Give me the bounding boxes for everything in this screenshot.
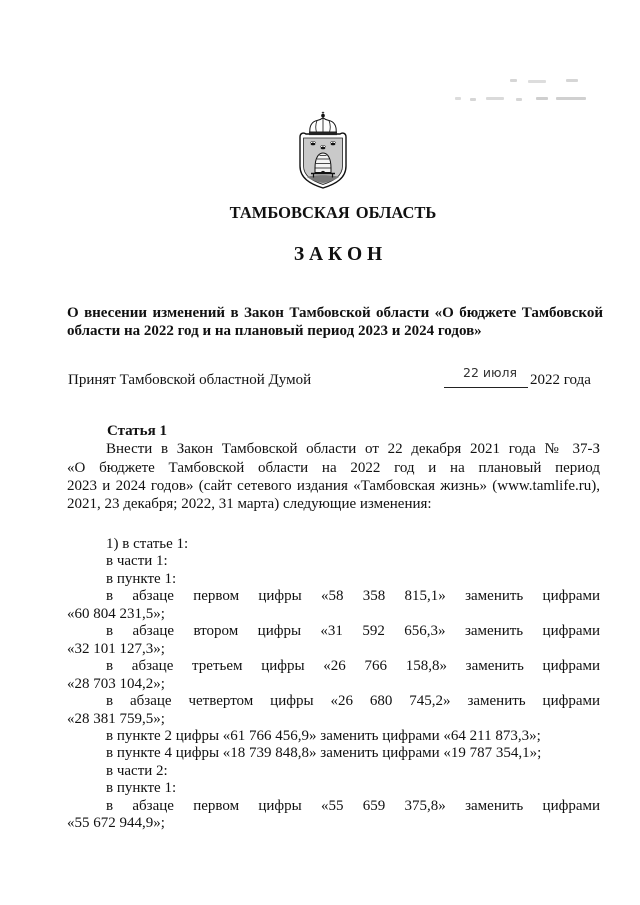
amendment-para-second-value: «32 101 127,3»; [67, 640, 165, 657]
amendment-part-1-heading: в части 1: [106, 553, 168, 570]
region-name: ТАМБОВСКАЯ ОБЛАСТЬ [229, 203, 437, 222]
stamp-mark [470, 98, 476, 101]
law-title [67, 304, 603, 340]
amendment-para-third-line: в абзаце третьем цифры «26 766 158,8» заменить цифрами [106, 658, 600, 675]
amendment-part-2-para-first-line: в абзаце первом цифры «55 659 375,8» заменить цифрами [106, 797, 600, 814]
amendment-para-first-value: «60 804 231,5»; [67, 605, 165, 622]
article-intro-line: 2023 и 2024 годов» (сайт сетевого издания «Тамбовская жизнь» (www.tamlife.ru), [67, 477, 600, 494]
law-title-line-2: области на 2022 год и на плановый период 2023 и 2024 годов» [67, 323, 482, 339]
stamp-mark [510, 79, 517, 82]
adoption-date-blank-line [444, 387, 528, 388]
adoption-statement [67, 365, 601, 389]
stamp-mark [486, 97, 504, 100]
amendment-para-first-line: в абзаце первом цифры «58 358 815,1» заменить цифрами [106, 588, 600, 605]
coat-of-arms-icon [298, 111, 348, 189]
stamp-mark [536, 97, 548, 100]
stamp-mark [566, 79, 578, 82]
amendment-para-second-line: в абзаце втором цифры «31 592 656,3» заменить цифрами [106, 623, 600, 640]
article-heading: Статья 1 [107, 423, 167, 439]
stamp-mark [556, 97, 586, 100]
amendment-para-fourth-line: в абзаце четвертом цифры «26 680 745,2» заменить цифрами [106, 693, 600, 710]
amendment-part-2-heading: в части 2: [106, 762, 168, 779]
adoption-label: Принят Тамбовской областной Думой [68, 372, 312, 388]
amendment-point-1-heading: в пункте 1: [106, 570, 177, 587]
article-intro-line: 2021, 23 декабря; 2022, 31 марта) следующие изменения: [67, 496, 432, 513]
amendment-part-2-para-first-value: «55 672 944,9»; [67, 815, 165, 832]
article-intro-line: «О бюджете Тамбовской области на 2022 год и на плановый период [67, 459, 600, 476]
article-intro-line: Внести в Закон Тамбовской области от 22 декабря 2021 года № 37-З [106, 441, 600, 458]
adoption-date-day-month: 22 июля [463, 365, 518, 380]
amendment-para-fourth-value: «28 381 759,5»; [67, 710, 165, 727]
law-title-line-1: О внесении изменений в Закон Тамбовской области «О бюджете Тамбовской [67, 305, 603, 321]
stamp-mark [516, 98, 522, 101]
amendments-list [67, 536, 600, 833]
document-type-heading: З А К О Н [293, 244, 383, 265]
stamp-mark [528, 80, 546, 83]
adoption-date-year: 2022 года [530, 372, 591, 388]
amendment-point-2: в пункте 2 цифры «61 766 456,9» заменить цифрами «64 211 873,3»; [106, 727, 541, 744]
registration-stamp-marks [448, 74, 590, 106]
amendment-para-third-value: «28 703 104,2»; [67, 675, 165, 692]
article-1 [67, 422, 600, 513]
stamp-mark [455, 97, 461, 100]
amendment-article-1-heading: 1) в статье 1: [106, 536, 189, 552]
amendment-point-4: в пункте 4 цифры «18 739 848,8» заменить цифрами «19 787 354,1»; [106, 745, 542, 762]
amendment-part-2-point-1-heading: в пункте 1: [106, 780, 177, 797]
